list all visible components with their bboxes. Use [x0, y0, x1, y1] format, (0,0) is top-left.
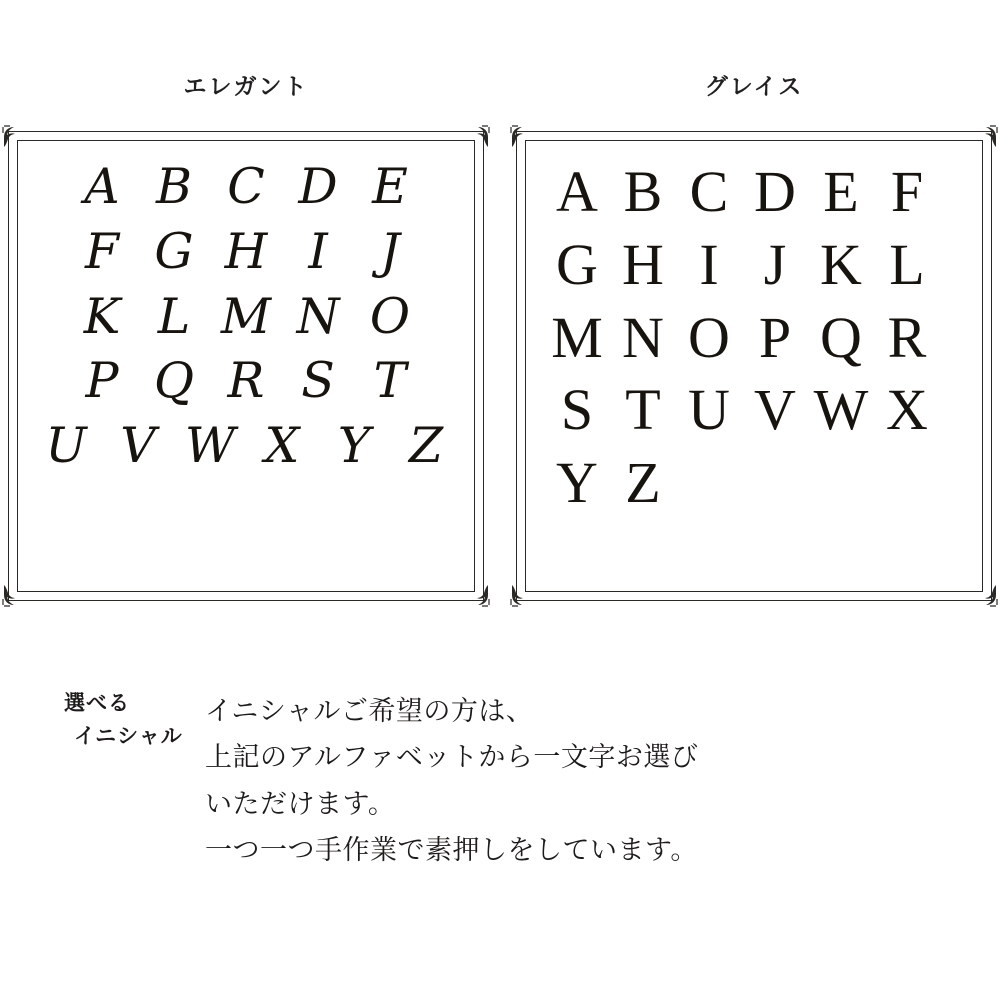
corner-ornament-icon	[973, 124, 999, 150]
letter-glyph[interactable]: Z	[625, 450, 661, 515]
letter-glyph[interactable]: E	[372, 158, 408, 215]
letter-glyph[interactable]: M	[551, 304, 603, 370]
letter-glyph[interactable]: K	[820, 231, 862, 297]
letter-glyph[interactable]: U	[688, 377, 730, 443]
letter-glyph[interactable]: Q	[820, 304, 862, 370]
description-line: イニシャルご希望の方は、	[205, 696, 534, 726]
letter-row	[538, 303, 970, 374]
letter-glyph[interactable]: O	[369, 287, 411, 345]
letter-glyph[interactable]: N	[622, 304, 664, 370]
corner-ornament-icon	[465, 124, 491, 150]
letter-glyph[interactable]: X	[886, 377, 928, 443]
corner-ornament-icon	[1, 124, 27, 150]
letter-glyph[interactable]: C	[689, 159, 729, 224]
letter-glyph[interactable]: Q	[153, 352, 195, 410]
letter-glyph[interactable]: T	[373, 352, 407, 410]
letter-glyph[interactable]: V	[754, 377, 796, 443]
letter-glyph[interactable]: G	[556, 231, 598, 297]
letter-glyph[interactable]: F	[85, 222, 119, 280]
letter-glyph[interactable]: S	[560, 377, 594, 443]
letter-glyph[interactable]: K	[83, 287, 121, 345]
letter-glyph[interactable]: O	[688, 304, 730, 370]
letter-glyph[interactable]: I	[699, 231, 719, 297]
alphabet-grid-grace	[538, 157, 970, 575]
corner-ornament-icon	[509, 124, 535, 150]
letter-glyph[interactable]: W	[184, 417, 236, 475]
corner-ornament-icon	[509, 582, 535, 608]
letter-glyph[interactable]: T	[625, 377, 661, 443]
letter-glyph[interactable]: Z	[408, 417, 444, 475]
description-line: いただけます。	[205, 788, 396, 819]
alphabet-grid-elegant	[30, 157, 462, 575]
letter-glyph[interactable]: Y	[556, 450, 598, 515]
letter-glyph[interactable]: C	[227, 158, 265, 215]
letter-glyph[interactable]: H	[224, 222, 268, 280]
letter-glyph[interactable]: D	[754, 159, 796, 224]
description-line: 上記のアルファベットから一文字お選び	[205, 742, 699, 773]
letter-glyph[interactable]: F	[890, 159, 924, 224]
description-section	[0, 688, 1000, 874]
letter-row	[538, 375, 970, 446]
corner-ornament-icon	[465, 582, 491, 608]
letter-row	[30, 416, 462, 476]
letter-row	[30, 351, 462, 411]
letter-row	[30, 222, 462, 282]
corner-ornament-icon	[1, 582, 27, 608]
letter-glyph[interactable]: G	[154, 222, 194, 280]
alphabet-frame-grace	[508, 131, 1000, 601]
description-label	[0, 688, 205, 753]
panel-elegant	[0, 0, 492, 601]
corner-ornament-icon	[973, 582, 999, 608]
letter-glyph[interactable]: J	[380, 222, 400, 280]
letter-glyph[interactable]: S	[301, 352, 335, 410]
letter-glyph[interactable]: E	[823, 159, 859, 224]
letter-glyph[interactable]: P	[85, 352, 119, 410]
letter-glyph[interactable]: V	[120, 417, 156, 475]
letter-row	[538, 448, 970, 519]
letter-glyph[interactable]: I	[308, 222, 328, 280]
letter-glyph[interactable]: R	[887, 304, 927, 370]
letter-glyph[interactable]: M	[220, 287, 272, 345]
letter-glyph[interactable]: N	[296, 287, 340, 345]
description-label-line1: 選べる	[64, 692, 130, 715]
description-body	[205, 688, 698, 874]
letter-glyph[interactable]: B	[623, 159, 663, 224]
panel-title-grace: グレイス	[704, 73, 804, 99]
letter-glyph[interactable]: L	[157, 287, 191, 345]
description-label-line2: イニシャル	[74, 724, 183, 748]
letter-glyph[interactable]: A	[84, 158, 120, 215]
letter-glyph[interactable]: R	[227, 352, 265, 410]
letter-glyph[interactable]: P	[758, 304, 792, 370]
letter-glyph[interactable]: L	[889, 231, 925, 297]
letter-glyph[interactable]: D	[298, 158, 338, 215]
alphabet-frame-elegant	[0, 131, 492, 601]
letter-glyph[interactable]: Y	[337, 417, 371, 475]
letter-glyph[interactable]: J	[763, 231, 787, 297]
letter-glyph[interactable]: B	[155, 158, 192, 215]
description-line: 一つ一つ手作業で素押しをしています。	[205, 835, 698, 866]
letter-glyph[interactable]: U	[45, 417, 87, 475]
letter-glyph[interactable]: X	[264, 417, 300, 475]
letter-row	[30, 157, 462, 217]
letter-row	[538, 230, 970, 301]
panel-grace	[508, 0, 1000, 601]
letter-glyph[interactable]: H	[622, 231, 664, 297]
letter-glyph[interactable]: A	[556, 159, 598, 224]
letter-row	[30, 287, 462, 347]
panel-title-elegant: エレガント	[183, 73, 309, 99]
letter-glyph[interactable]: W	[813, 377, 869, 443]
letter-row	[538, 157, 970, 228]
